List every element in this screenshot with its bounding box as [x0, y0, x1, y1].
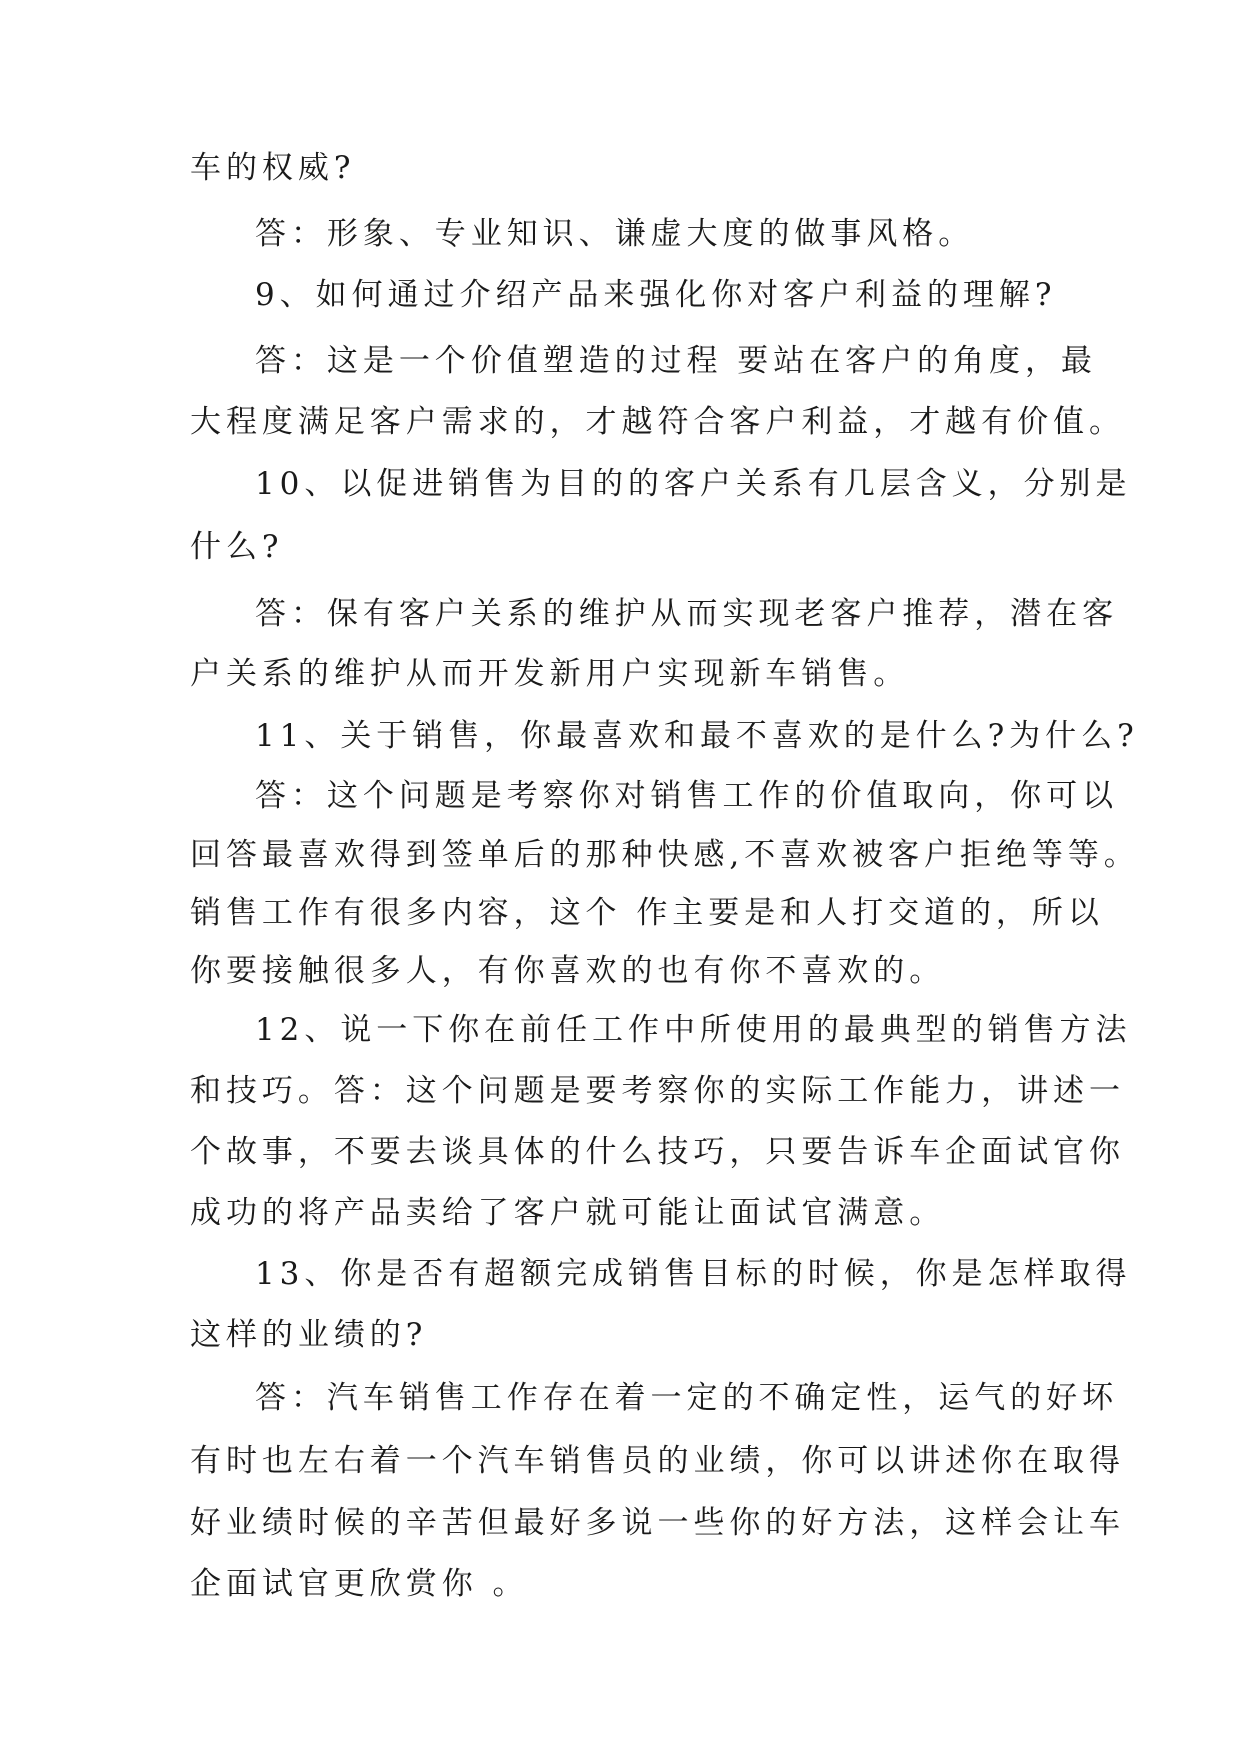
- text-line: 有时也左右着一个汽车销售员的业绩，你可以讲述你在取得: [190, 1443, 1125, 1479]
- text-line: 企面试官更欣赏你 。: [190, 1566, 529, 1602]
- text-line: 车的权威?: [190, 150, 356, 186]
- text-line: 好业绩时候的辛苦但最好多说一些你的好方法，这样会让车: [190, 1505, 1125, 1541]
- text-line: 12、说一下你在前任工作中所使用的最典型的销售方法: [255, 1012, 1132, 1048]
- text-line: 答：保有客户关系的维护从而实现老客户推荐，潜在客: [255, 596, 1119, 632]
- text-line: 回答最喜欢得到签单后的那种快感,不喜欢被客户拒绝等等。: [190, 837, 1140, 873]
- text-line: 答：这个问题是考察你对销售工作的价值取向，你可以: [255, 778, 1119, 814]
- text-line: 10、以促进销售为目的的客户关系有几层含义，分别是: [255, 466, 1132, 502]
- text-line: 成功的将产品卖给了客户就可能让面试官满意。: [190, 1195, 946, 1231]
- text-line: 大程度满足客户需求的，才越符合客户利益，才越有价值。: [190, 404, 1125, 440]
- text-line: 销售工作有很多内容，这个 作主要是和人打交道的，所以: [190, 895, 1104, 931]
- text-line: 什么?: [190, 529, 284, 565]
- text-line: 这样的业绩的?: [190, 1317, 428, 1353]
- text-line: 11、关于销售，你最喜欢和最不喜欢的是什么?为什么?: [255, 718, 1139, 754]
- text-line: 个故事，不要去谈具体的什么技巧，只要告诉车企面试官你: [190, 1134, 1125, 1170]
- text-line: 13、你是否有超额完成销售目标的时候，你是怎样取得: [255, 1256, 1132, 1292]
- text-line: 9、如何通过介绍产品来强化你对客户利益的理解?: [255, 277, 1057, 313]
- text-line: 户关系的维护从而开发新用户实现新车销售。: [190, 656, 910, 692]
- text-line: 答：汽车销售工作存在着一定的不确定性，运气的好坏: [255, 1380, 1119, 1416]
- text-line: 你要接触很多人，有你喜欢的也有你不喜欢的。: [190, 953, 946, 989]
- text-line: 答：这是一个价值塑造的过程 要站在客户的角度，最: [255, 343, 1097, 379]
- text-line: 和技巧。答：这个问题是要考察你的实际工作能力，讲述一: [190, 1073, 1125, 1109]
- text-line: 答：形象、专业知识、谦虚大度的做事风格。: [255, 216, 975, 252]
